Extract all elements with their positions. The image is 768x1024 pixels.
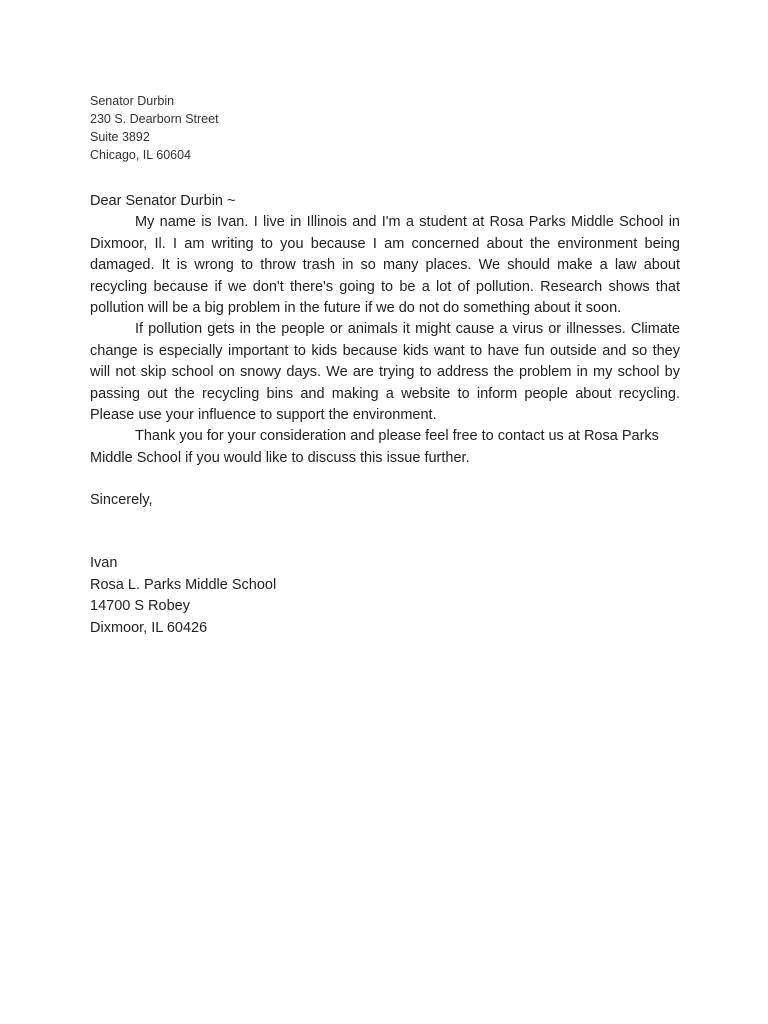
recipient-address [90, 92, 219, 164]
recipient-name: Senator Durbin [90, 94, 175, 108]
closing: Sincerely, [90, 492, 153, 508]
sender-signature-block [90, 553, 276, 639]
recipient-city: Chicago, IL 60604 [90, 148, 192, 162]
paragraph-1: My name is Ivan. I live in Illinois and I'm a student at Rosa Parks Middle School in Dixmoor, Il. I am writing to you because I am concerned about the environment being damaged. It is wrong to throw trash in so many places. We should make a law about recycling because if we don't there's going to be a lot of pollution. Research shows that pollution will be a big problem in the future if we do not do something about it soon. [90, 214, 680, 317]
paragraph-3: Thank you for your consideration and please feel free to contact us at Rosa Parks Middle School if you would like to discuss this issue further. [90, 428, 659, 466]
letter-body [90, 191, 680, 469]
salutation: Dear Senator Durbin ~ [90, 193, 236, 209]
sender-street: 14700 S Robey [90, 598, 190, 615]
sender-school: Rosa L. Parks Middle School [90, 576, 277, 593]
recipient-street: 230 S. Dearborn Street [90, 112, 219, 126]
sender-name: Ivan [90, 555, 118, 571]
sender-city: Dixmoor, IL 60426 [90, 619, 208, 636]
recipient-suite: Suite 3892 [90, 130, 150, 144]
paragraph-2: If pollution gets in the people or animals it might cause a virus or illnesses. Climate change is especially important to kids because kids want to have fun outside and so they will not skip school on snowy days. We are trying to address the problem in my school by passing out the recycling bins and making a website to inform people about recycling. Please use your influence to support the environment. [90, 321, 680, 424]
